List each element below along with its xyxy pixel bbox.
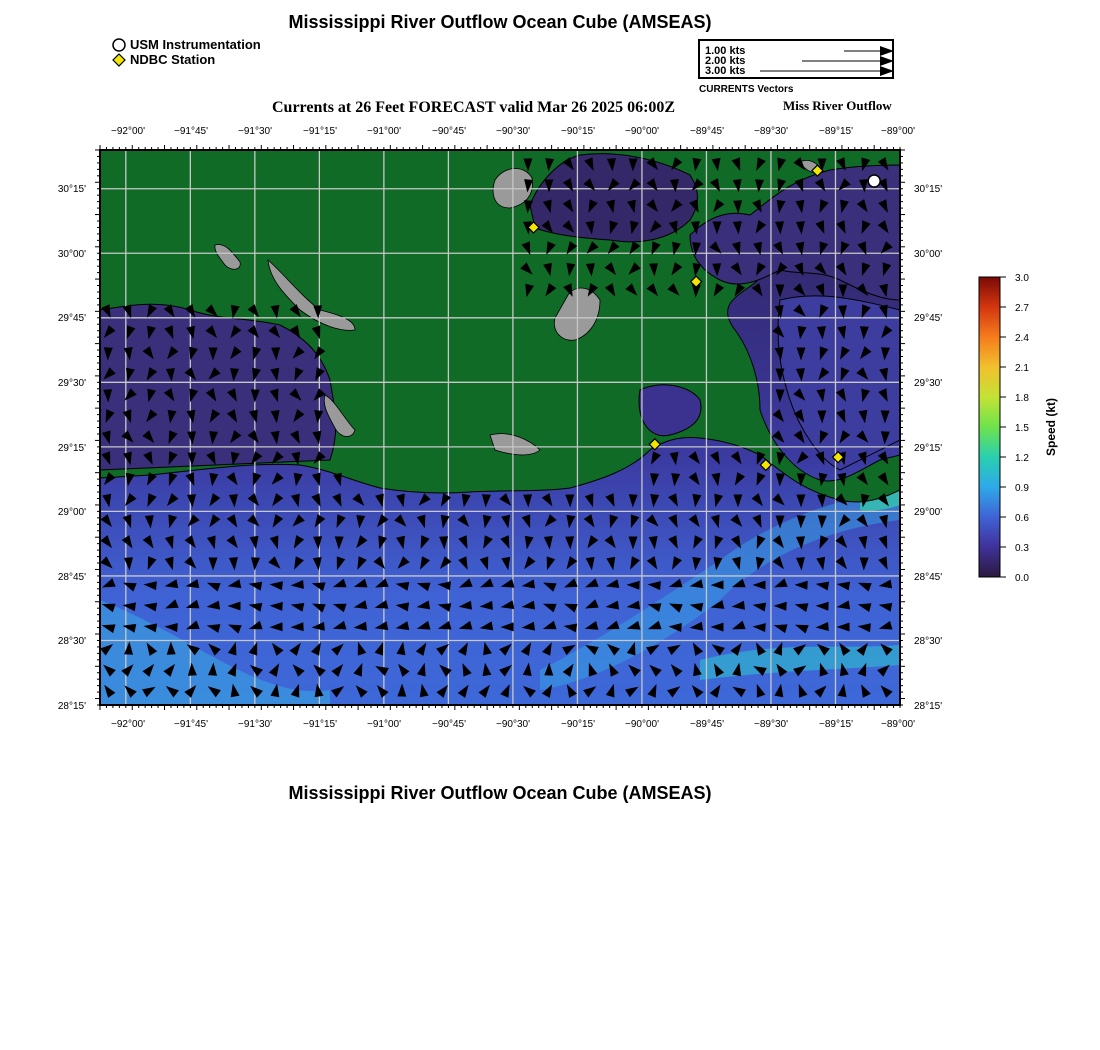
page-title-repeat: Mississippi River Outflow Ocean Cube (AMSEAS) (288, 783, 712, 803)
vector-legend-entry-3: 3.00 kts (705, 65, 746, 77)
colorbar-title: Speed (kt) (1044, 397, 1058, 457)
x-tick-label: −90°00' (625, 126, 659, 137)
y-tick-label: 30°00' (57, 249, 86, 260)
x-tick-label: −91°00' (367, 126, 401, 137)
x-tick-label: −89°15' (819, 126, 853, 137)
y-tick-label: 29°00' (57, 507, 86, 518)
y-tick-labels-right (914, 184, 942, 712)
colorbar-tick-label: 0.9 (1015, 483, 1029, 494)
y-tick-label: 28°15' (914, 701, 943, 712)
y-tick-label: 29°30' (914, 378, 943, 389)
x-tick-label: −90°45' (432, 719, 466, 730)
x-tick-label: −91°00' (367, 719, 401, 730)
colorbar-tick-label: 2.7 (1015, 303, 1029, 314)
usm-station-marker (868, 175, 880, 187)
x-tick-labels-top (111, 126, 915, 137)
legend-usm-label: USM Instrumentation (130, 37, 261, 52)
y-tick-label: 28°45' (57, 572, 86, 583)
x-tick-label: −91°30' (238, 719, 272, 730)
y-tick-label: 30°15' (57, 184, 86, 195)
y-tick-label: 29°45' (914, 313, 943, 324)
x-tick-label: −91°45' (174, 719, 208, 730)
x-tick-label: −91°15' (303, 126, 337, 137)
y-tick-label: 28°45' (914, 572, 943, 583)
vector-legend-caption: CURRENTS Vectors (699, 84, 794, 95)
x-tick-label: −89°30' (754, 126, 788, 137)
x-tick-label: −90°30' (496, 719, 530, 730)
colorbar (979, 273, 1058, 584)
y-tick-label: 30°15' (914, 184, 943, 195)
x-tick-label: −89°45' (690, 719, 724, 730)
colorbar-tick-label: 1.2 (1015, 453, 1029, 464)
colorbar-tick-label: 1.5 (1015, 423, 1029, 434)
y-tick-label: 29°00' (914, 507, 943, 518)
x-tick-label: −92°00' (111, 719, 145, 730)
x-tick-label: −89°45' (690, 126, 724, 137)
x-tick-label: −92°00' (111, 126, 145, 137)
y-tick-label: 28°30' (914, 636, 943, 647)
colorbar-tick-label: 0.3 (1015, 543, 1029, 554)
x-tick-label: −89°15' (819, 719, 853, 730)
colorbar-tick-label: 0.0 (1015, 573, 1029, 584)
colorbar-ticks (1000, 277, 1006, 577)
y-tick-label: 29°15' (914, 443, 943, 454)
y-tick-label: 29°45' (57, 313, 86, 324)
map-subtitle: Currents at 26 Feet FORECAST valid Mar 26 2025 06:00Z (272, 99, 676, 116)
colorbar-tick-label: 0.6 (1015, 513, 1029, 524)
region-label: Miss River Outflow (783, 98, 892, 113)
vector-legend-entry-2: 2.00 kts (705, 55, 746, 67)
colorbar-tick-label: 2.1 (1015, 363, 1029, 374)
x-tick-label: −90°15' (561, 719, 595, 730)
x-tick-label: −91°30' (238, 126, 272, 137)
colorbar-tick-label: 2.4 (1015, 333, 1029, 344)
x-tick-label: −91°45' (174, 126, 208, 137)
x-tick-label: −89°00' (881, 126, 915, 137)
x-tick-label: −89°00' (881, 719, 915, 730)
map-area (100, 150, 900, 705)
y-tick-labels-left (58, 184, 86, 712)
x-tick-labels-bottom (111, 719, 915, 730)
legend-ndbc-label: NDBC Station (130, 52, 216, 67)
x-tick-label: −90°15' (561, 126, 595, 137)
colorbar-tick-label: 3.0 (1015, 273, 1029, 284)
x-tick-label: −90°30' (496, 126, 530, 137)
colorbar-ramp (979, 277, 1000, 577)
y-tick-label: 28°15' (57, 701, 86, 712)
y-tick-label: 29°15' (57, 443, 86, 454)
y-tick-label: 29°30' (57, 378, 86, 389)
page-title: Mississippi River Outflow Ocean Cube (AMSEAS) (288, 12, 712, 32)
x-tick-label: −90°45' (432, 126, 466, 137)
y-tick-label: 30°00' (914, 249, 943, 260)
y-tick-label: 28°30' (57, 636, 86, 647)
colorbar-tick-label: 1.8 (1015, 393, 1029, 404)
x-tick-label: −89°30' (754, 719, 788, 730)
x-tick-label: −90°00' (625, 719, 659, 730)
vector-legend-entry-1: 1.00 kts (705, 45, 746, 57)
x-tick-label: −91°15' (303, 719, 337, 730)
